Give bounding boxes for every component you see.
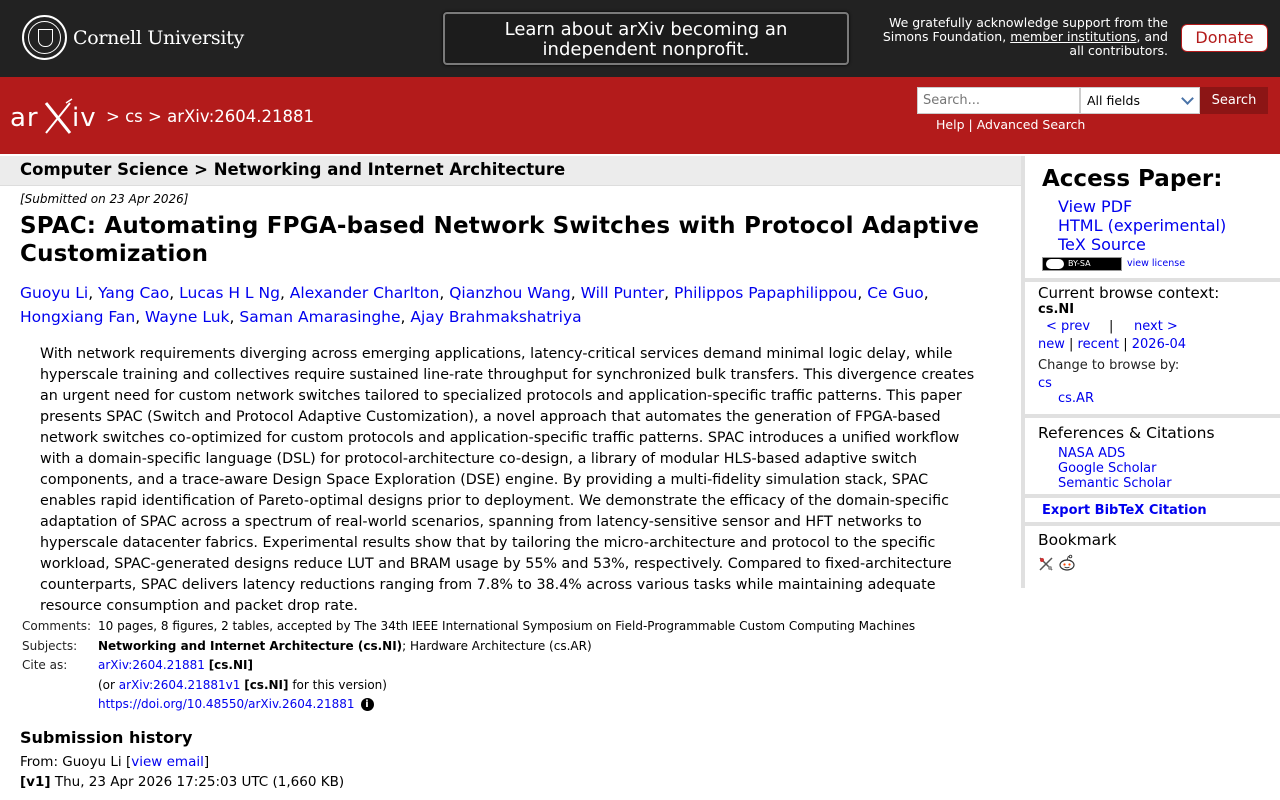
cite-row — [20, 657, 917, 677]
prev-next-separator: | — [1109, 319, 1114, 334]
university-name: Cornell University — [73, 26, 244, 49]
breadcrumb-separator: > — [148, 107, 162, 126]
bracket-close: ] — [203, 754, 210, 770]
author-link[interactable]: Guoyu Li — [20, 284, 89, 302]
separator: | — [1123, 337, 1128, 352]
browse-csar-link[interactable]: cs.AR — [1058, 391, 1094, 406]
doi-row — [20, 696, 917, 716]
view-pdf-link[interactable]: View PDF — [1058, 197, 1133, 216]
cite-version-link[interactable]: arXiv:2604.21881v1 — [118, 677, 241, 692]
sidebar-divider — [1025, 522, 1280, 526]
author-link[interactable]: Ajay Brahmakshatriya — [410, 308, 582, 326]
references-heading: References & Citations — [1038, 424, 1215, 442]
bookmark-heading: Bookmark — [1038, 531, 1117, 549]
cornell-seal-icon — [22, 15, 67, 60]
doi-link[interactable]: https://doi.org/10.48550/arXiv.2604.21881 — [98, 697, 355, 711]
comments-label: Comments: — [22, 619, 92, 633]
support-acknowledgement — [866, 16, 1168, 58]
search-help-links — [936, 117, 1085, 132]
secondary-subject: ; Hardware Architecture (cs.AR) — [402, 638, 592, 653]
author-link[interactable]: Philippos Papaphilippou — [674, 284, 858, 302]
submission-date: [Submitted on 23 Apr 2026] — [20, 192, 189, 206]
support-text-suffix: , and all contributors. — [1069, 29, 1168, 58]
submitter-text: From: Guoyu Li [ — [20, 754, 132, 770]
author-link[interactable]: Alexander Charlton — [289, 284, 440, 302]
next-link[interactable]: next > — [1134, 319, 1178, 334]
prev-link[interactable]: < prev — [1046, 319, 1091, 334]
browse-context-current: cs.NI — [1038, 302, 1075, 317]
subjects-row — [20, 638, 917, 658]
cite-id-link[interactable]: arXiv:2604.21881 — [98, 658, 205, 672]
breadcrumb-cs-link[interactable]: cs — [125, 107, 143, 126]
semantic-scholar-link[interactable]: Semantic Scholar — [1058, 476, 1172, 491]
comments-value: 10 pages, 8 figures, 2 tables, accepted by The 34th IEEE International Symposium on Field-Programmable Custom Computing Machines — [98, 619, 916, 633]
cite-label: Cite as: — [22, 658, 68, 672]
author-link[interactable]: Ce Guo — [867, 284, 924, 302]
arxiv-header — [0, 77, 1280, 154]
member-institutions-link[interactable]: member institutions — [1010, 29, 1137, 44]
author-link[interactable]: Will Punter — [580, 284, 665, 302]
author-link[interactable]: Qianzhou Wang — [449, 284, 571, 302]
access-paper-heading: Access Paper: — [1042, 166, 1223, 192]
primary-subject: Networking and Internet Architecture (cs.NI) — [98, 638, 403, 653]
recent-link[interactable]: recent — [1077, 337, 1120, 352]
view-email-link[interactable]: view email — [131, 754, 204, 770]
breadcrumb — [106, 107, 314, 126]
svg-text:ar: ar — [10, 103, 39, 133]
author-link[interactable]: Wayne Luk — [145, 308, 230, 326]
new-link[interactable]: new — [1038, 337, 1065, 352]
cornell-topbar — [0, 0, 1280, 77]
nonprofit-banner-button[interactable]: Learn about arXiv becoming an independent nonprofit. — [443, 12, 849, 65]
metadata-table — [20, 618, 917, 716]
search-input[interactable] — [917, 87, 1080, 114]
browse-context-label: Current browse context: — [1038, 284, 1220, 302]
cite-tag: [cs.NI] — [208, 658, 253, 672]
cite-version-row — [20, 677, 917, 697]
change-browse-label: Change to browse by: — [1038, 358, 1180, 373]
cite-version-tag: [cs.NI] — [244, 677, 289, 692]
license-badge-text: BY-SA — [1068, 259, 1091, 268]
field-select-value: All fields — [1087, 93, 1140, 108]
comments-row — [20, 618, 917, 638]
cite-version-suffix: for this version) — [288, 677, 387, 692]
support-text-prefix: We gratefully acknowledge support from the Simons Foundation, — [882, 15, 1168, 44]
help-link[interactable]: Help — [936, 117, 965, 132]
sidebar-divider — [1025, 414, 1280, 418]
export-bibtex-link[interactable]: Export BibTeX Citation — [1042, 503, 1207, 518]
subjects-label: Subjects: — [22, 638, 78, 653]
abstract: With network requirements diverging across emerging applications, latency-critical services demand minimal logic delay, while hyperscale training and collectives require sustained line-rate throughput for synchronized bulk transfers. This divergence creates an urgent need for custom network switches tailored to specialized protocols and application-specific traffic patterns. This paper presents SPAC (Switch and Protocol Adaptive Customization), a novel approach that automates the generation of FPGA-based network switches co-optimized for custom protocols and application-specific traffic patterns. SPAC introduces a unified workflow with a domain-specific language (DSL) for protocol-architecture co-design, a library of modular HLS-based adaptive switch components, and a trace-aware Design Space Exploration (DSE) engine. By providing a multi-fidelity simulation stack, SPAC enables rapid identification of Pareto-optimal designs prior to deployment. We demonstrate the efficacy of the domain-specific adaptation of SPAC across a spectrum of real-world scenarios, spanning from latency-sensitive sensor and HFT networks to hyperscale datacenter fabrics. Experimental results show that by tailoring the micro-architecture and protocol to the specific workload, SPAC-generated designs reduce LUT and BRAM usage by 55% and 53%, respectively. Compared to fixed-architecture counterparts, SPAC delivers latency reductions ranging from 7.8% to 38.4% across various tasks while maintaining adequate resource consumption and packet drop rate. — [40, 346, 975, 614]
info-icon[interactable]: i — [361, 698, 374, 711]
submission-from — [20, 754, 209, 770]
advanced-search-link[interactable]: Advanced Search — [976, 117, 1086, 132]
separator: | — [1069, 337, 1074, 352]
breadcrumb-separator: > — [106, 107, 120, 126]
month-link[interactable]: 2026-04 — [1131, 337, 1187, 352]
breadcrumb-paper-id: arXiv:2604.21881 — [167, 107, 315, 126]
cc-license-badge[interactable] — [1042, 257, 1122, 271]
submission-history-heading: Submission history — [20, 728, 193, 747]
author-link[interactable]: Saman Amarasinghe — [239, 308, 401, 326]
author-link[interactable]: Lucas H L Ng — [179, 284, 280, 302]
svg-text:iv: iv — [72, 103, 97, 133]
version-v1 — [20, 774, 344, 790]
links-separator: | — [968, 117, 973, 132]
reddit-icon[interactable] — [1058, 554, 1076, 572]
paper-title: SPAC: Automating FPGA-based Network Switches with Protocol Adaptive Customization — [20, 213, 980, 267]
subject-header: Computer Science > Networking and Internet Architecture — [0, 156, 1021, 186]
search-button[interactable]: Search — [1200, 87, 1268, 114]
version-date: Thu, 23 Apr 2026 17:25:03 UTC (1,660 KB) — [50, 774, 345, 790]
sidebar-divider — [1025, 278, 1280, 282]
cite-version-prefix: (or — [98, 677, 119, 692]
author-list: Guoyu Li, Yang Cao, Lucas H L Ng, Alexander Charlton, Qianzhou Wang, Will Punter, Philippos Papaphilippou, Ce Guo, Hongxiang Fan, Wayne Luk, Saman Amarasinghe, Ajay Brahmakshatriya — [20, 284, 929, 326]
donate-button[interactable]: Donate — [1181, 24, 1268, 52]
author-link[interactable]: Hongxiang Fan — [20, 308, 136, 326]
bibsonomy-icon[interactable] — [1038, 556, 1054, 572]
browse-cs-link[interactable]: cs — [1038, 376, 1052, 391]
version-tag: [v1] — [20, 774, 51, 790]
chevron-down-icon — [1181, 92, 1194, 105]
cornell-logo[interactable] — [22, 15, 244, 60]
tex-source-link[interactable]: TeX Source — [1058, 235, 1146, 254]
html-experimental-link[interactable]: HTML (experimental) — [1058, 216, 1227, 235]
google-scholar-link[interactable]: Google Scholar — [1058, 461, 1157, 476]
sidebar-divider — [1025, 494, 1280, 498]
arxiv-logo[interactable] — [10, 97, 102, 137]
author-link[interactable]: Yang Cao — [98, 284, 170, 302]
nasa-ads-link[interactable]: NASA ADS — [1058, 446, 1126, 461]
browse-list-links — [1038, 337, 1186, 352]
search-field-select[interactable] — [1080, 87, 1200, 114]
view-license-link[interactable]: view license — [1127, 258, 1186, 269]
